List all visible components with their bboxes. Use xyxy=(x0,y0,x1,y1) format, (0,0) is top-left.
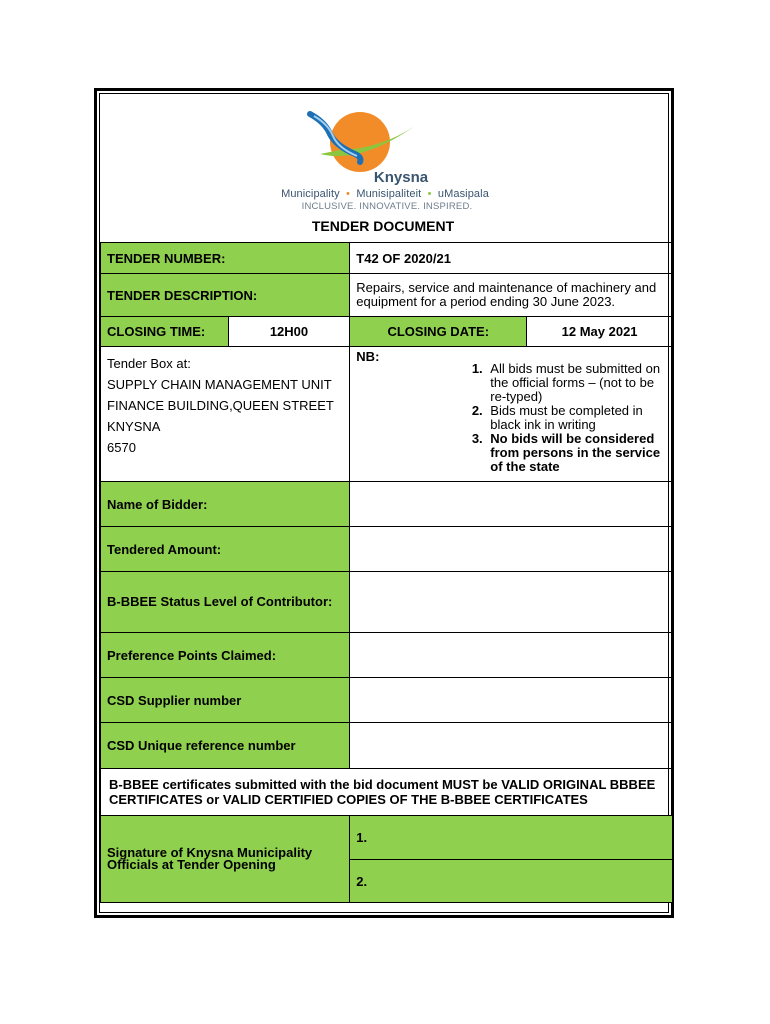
tender-form-frame xyxy=(94,88,674,918)
table-row xyxy=(101,769,673,816)
csd-unique-reference-label: CSD Unique reference number xyxy=(101,723,350,769)
brand-tagline: INCLUSIVE. INNOVATIVE. INSPIRED. xyxy=(301,201,473,212)
tender-description-label: TENDER DESCRIPTION: xyxy=(101,274,350,317)
bullet-icon: • xyxy=(342,188,354,200)
preference-points-field[interactable] xyxy=(350,633,673,678)
document-title: TENDER DOCUMENT xyxy=(311,218,455,234)
knysna-logo-icon xyxy=(300,104,420,174)
table-row xyxy=(101,527,673,572)
table-row xyxy=(101,482,673,527)
csd-unique-reference-field[interactable] xyxy=(350,723,673,769)
table-row xyxy=(101,274,673,317)
nb-notes xyxy=(350,347,673,482)
nb-item: 1. All bids must be submitted on the official forms – (not to be re-typed) xyxy=(486,362,666,404)
bbbee-level-label: B-BBEE Status Level of Contributor: xyxy=(101,572,350,633)
table-row xyxy=(101,633,673,678)
tendered-amount-label: Tendered Amount: xyxy=(101,527,350,572)
tender-description-value: Repairs, service and maintenance of machinery and equipment for a period ending 30 June 2023. xyxy=(350,274,673,317)
closing-date-label: CLOSING DATE: xyxy=(350,317,527,347)
table-row xyxy=(101,678,673,723)
preference-points-label: Preference Points Claimed: xyxy=(101,633,350,678)
address-line: KNYSNA xyxy=(107,419,161,434)
nb-label: NB: xyxy=(356,349,380,364)
bbbee-level-field[interactable] xyxy=(350,572,673,633)
nb-item: 2. Bids must be completed in black ink in writing xyxy=(486,404,666,432)
table-row xyxy=(101,816,673,860)
tender-table xyxy=(100,242,673,903)
csd-supplier-number-field[interactable] xyxy=(350,678,673,723)
tender-box-address xyxy=(101,347,350,482)
tendered-amount-field[interactable] xyxy=(350,527,673,572)
brand-subtitle-2: Munisipaliteit xyxy=(356,188,422,200)
tender-number-value: T42 OF 2020/21 xyxy=(350,243,673,274)
signature-slot-2[interactable]: 2. xyxy=(350,860,673,903)
brand-subtitle-1: Municipality xyxy=(281,188,340,200)
closing-date-value: 12 May 2021 xyxy=(527,317,673,347)
nb-list xyxy=(356,362,666,474)
table-row xyxy=(101,243,673,274)
brand-name: Knysna xyxy=(373,169,429,186)
bullet-icon: • xyxy=(424,188,435,200)
address-line: SUPPLY CHAIN MANAGEMENT UNIT xyxy=(107,377,332,392)
closing-time-value: 12H00 xyxy=(228,317,350,347)
address-line: 6570 xyxy=(107,440,136,455)
closing-time-label: CLOSING TIME: xyxy=(101,317,229,347)
name-of-bidder-label: Name of Bidder: xyxy=(101,482,350,527)
logo-area xyxy=(100,94,670,220)
bbbee-notice: B-BBEE certificates submitted with the bid document MUST be VALID ORIGINAL BBBEE CERTIFICATES or VALID CERTIFIED COPIES OF THE B-BBEE CERTIFICATES xyxy=(101,769,673,816)
signature-slot-1[interactable]: 1. xyxy=(350,816,673,860)
csd-supplier-number-label: CSD Supplier number xyxy=(101,678,350,723)
nb-item: 3. No bids will be considered from persons in the service of the state xyxy=(486,432,666,474)
table-row xyxy=(101,572,673,633)
address-line: FINANCE BUILDING,QUEEN STREET xyxy=(107,398,334,413)
tender-form-inner xyxy=(99,93,669,913)
tender-number-label: TENDER NUMBER: xyxy=(101,243,350,274)
table-row xyxy=(101,723,673,769)
address-line: Tender Box at: xyxy=(107,356,191,371)
table-row xyxy=(101,317,673,347)
name-of-bidder-field[interactable] xyxy=(350,482,673,527)
brand-subtitle-3: uMasipala xyxy=(437,188,489,200)
table-row xyxy=(101,347,673,482)
brand-subtitle xyxy=(100,188,670,200)
signature-label: Signature of Knysna Municipality Officials at Tender Opening xyxy=(101,816,350,903)
